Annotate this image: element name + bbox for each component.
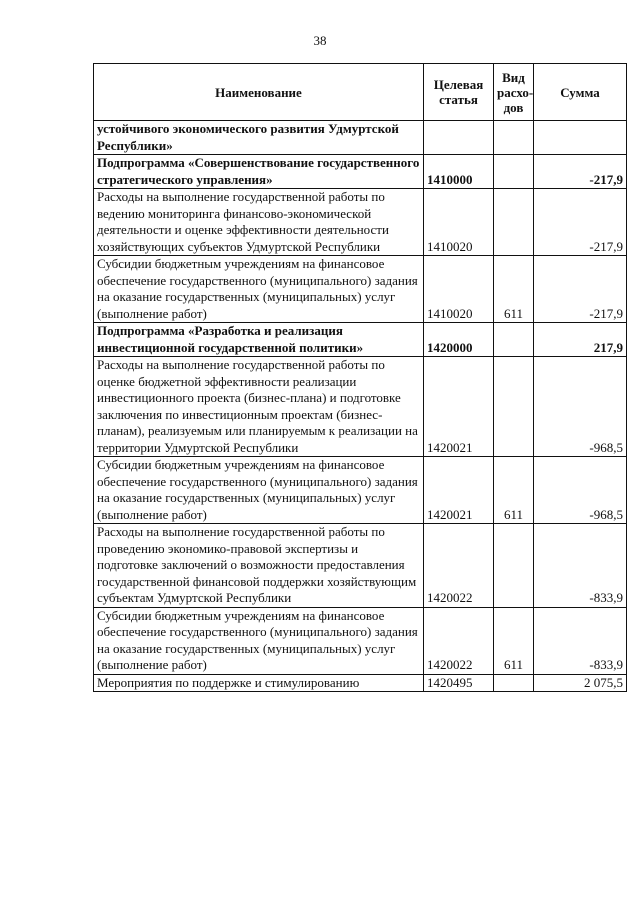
table-row (94, 524, 627, 608)
row-name: Субсидии бюджетным учреждениям на финансовое обеспечение государственного (муниципального) задания на оказание государственных (муниципальных) услуг (выполнение работ) (94, 607, 424, 674)
table-row (94, 121, 627, 155)
header-row (94, 64, 627, 121)
row-sum: -833,9 (534, 607, 627, 674)
header-type-line2: расхо- (497, 84, 534, 100)
row-type (494, 674, 534, 692)
row-code: 1420495 (424, 674, 494, 692)
row-type (494, 524, 534, 608)
header-name: Наименование (94, 64, 424, 121)
row-type (494, 189, 534, 256)
row-name: Расходы на выполнение государственной работы по проведению экономико-правовой экспертизы и подготовке заключений о возможности предоставления государственной финансовой поддержки хозяйствующим субъектам Удмуртской Республики (94, 524, 424, 608)
row-sum: -968,5 (534, 357, 627, 457)
header-sum: Сумма (534, 64, 627, 121)
page-number: 38 (313, 33, 327, 48)
row-sum: 217,9 (534, 323, 627, 357)
table-row (94, 607, 627, 674)
row-code: 1420022 (424, 524, 494, 608)
row-type (494, 121, 534, 155)
row-code: 1410020 (424, 256, 494, 323)
row-code: 1420021 (424, 357, 494, 457)
row-code (424, 121, 494, 155)
row-name: устойчивого экономического развития Удмуртской Республики» (94, 121, 424, 155)
row-sum: -217,9 (534, 155, 627, 189)
row-type: 611 (494, 256, 534, 323)
row-name: Подпрограмма «Разработка и реализация инвестиционной государственной политики» (94, 323, 424, 357)
table-row (94, 155, 627, 189)
row-sum (534, 121, 627, 155)
table-row (94, 357, 627, 457)
budget-table (93, 63, 627, 692)
row-type (494, 323, 534, 357)
row-name: Субсидии бюджетным учреждениям на финансовое обеспечение государственного (муниципального) задания на оказание государственных (муниципальных) услуг (выполнение работ) (94, 457, 424, 524)
table-row (94, 256, 627, 323)
row-code: 1420022 (424, 607, 494, 674)
header-code-line1: Целевая (433, 77, 484, 92)
row-type: 611 (494, 607, 534, 674)
header-code-line2: статья (439, 92, 478, 107)
table-row (94, 189, 627, 256)
header-type-line3: дов (503, 99, 524, 115)
row-sum: -217,9 (534, 189, 627, 256)
table-row (94, 457, 627, 524)
row-sum: 2 075,5 (534, 674, 627, 692)
table-row (94, 674, 627, 692)
row-name: Мероприятия по поддержке и стимулированию (94, 674, 424, 692)
row-type: 611 (494, 457, 534, 524)
table-row (94, 323, 627, 357)
row-name: Субсидии бюджетным учреждениям на финансовое обеспечение государственного (муниципального) задания на оказание государственных (муниципальных) услуг (выполнение работ) (94, 256, 424, 323)
row-code: 1420000 (424, 323, 494, 357)
header-type-line1: Вид (502, 69, 525, 85)
row-name: Расходы на выполнение государственной работы по оценке бюджетной эффективности реализации инвестиционного проекта (бизнес-плана) и подготовке заключения по инвестиционным проектам (бизнес-планам), реализуемым или планируемым к реализации на территории Удмуртской Республики (94, 357, 424, 457)
header-code (424, 64, 494, 121)
row-sum: -833,9 (534, 524, 627, 608)
row-code: 1410000 (424, 155, 494, 189)
row-name: Подпрограмма «Совершенствование государственного стратегического управления» (94, 155, 424, 189)
row-type (494, 357, 534, 457)
row-sum: -968,5 (534, 457, 627, 524)
row-code: 1410020 (424, 189, 494, 256)
row-type (494, 155, 534, 189)
row-name: Расходы на выполнение государственной работы по ведению мониторинга финансово-экономической деятельности и оценке эффективности деятельности хозяйствующих субъектов Удмуртской Республики (94, 189, 424, 256)
header-type (494, 64, 534, 121)
row-sum: -217,9 (534, 256, 627, 323)
row-code: 1420021 (424, 457, 494, 524)
